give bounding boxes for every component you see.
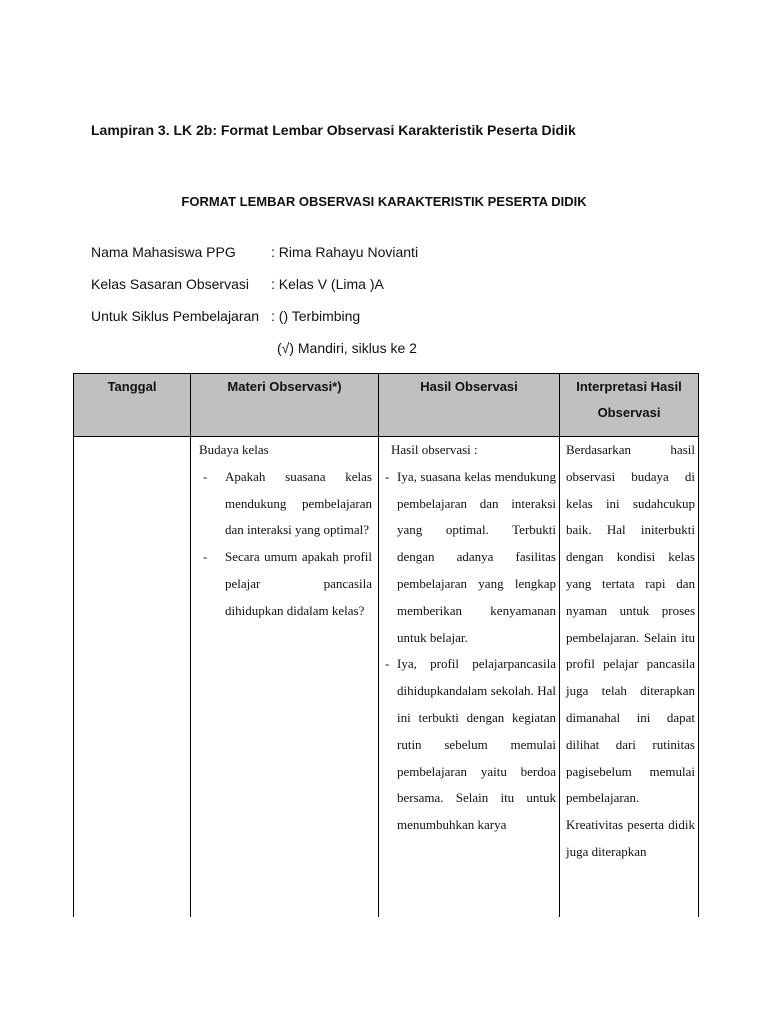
materi-heading: Budaya kelas (199, 442, 269, 457)
materi-list (197, 464, 372, 625)
info-row-nama (91, 244, 418, 260)
header-interpretasi: Interpretasi Hasil Observasi (560, 374, 699, 437)
info-siklus-mandiri: (√) Mandiri, siklus ke 2 (277, 340, 417, 356)
info-value: : Rima Rahayu Novianti (271, 244, 419, 260)
list-item: - Iya, suasana kelas mendukung pembelajaran dan interaksi yang optimal. Terbukti dengan adanya fasilitas pembelajaran yang lengkap memberikan kenyamanan untuk belajar. (385, 464, 556, 652)
interpretasi-text: Berdasarkan hasil observasi budaya di kelas ini sudahcukup baik. Hal initerbukti dengan kondisi kelas yang tertata rapi dan nyaman untuk proses pembelajaran. Selain itu profil pelajar pancasila juga telah diterapkan dimanahal ini dapat dilihat dari rutinitas pagisebelum memulai pembelajaran. Kreativitas peserta didik juga diterapkan (566, 442, 695, 859)
document-title: FORMAT LEMBAR OBSERVASI KARAKTERISTIK PESERTA DIDIK (181, 194, 587, 209)
cell-materi (191, 437, 379, 918)
hasil-heading: Hasil observasi : (391, 442, 478, 457)
info-value: : () Terbimbing (271, 308, 361, 324)
header-tanggal: Tanggal (74, 374, 191, 437)
cell-hasil (379, 437, 560, 918)
observation-table (73, 373, 699, 917)
list-item: - Iya, profil pelajarpancasila dihidupkandalam sekolah. Hal ini terbukti dengan kegiatan rutin sebelum memulai pembelajaran yaitu berdoa bersama. Selain itu untuk menumbuhkan karya (385, 651, 556, 839)
info-label: Kelas Sasaran Observasi (91, 276, 249, 292)
info-label: Untuk Siklus Pembelajaran (91, 308, 260, 324)
info-label: Nama Mahasiswa PPG (91, 244, 236, 260)
header-hasil: Hasil Observasi (379, 374, 560, 437)
appendix-title: Lampiran 3. LK 2b: Format Lembar Observasi Karakteristik Peserta Didik (91, 122, 576, 138)
cell-tanggal (74, 437, 191, 918)
info-row-siklus (91, 308, 360, 324)
info-row-kelas (91, 276, 384, 292)
info-value: : Kelas V (Lima )A (271, 276, 384, 292)
table-header-row (74, 374, 699, 437)
header-materi: Materi Observasi*) (191, 374, 379, 437)
list-item: - Apakah suasana kelas mendukung pembelajaran dan interaksi yang optimal? (197, 464, 372, 544)
cell-interpretasi (560, 437, 699, 918)
list-item: - Secara umum apakah profil pelajar pancasila dihidupkan didalam kelas? (197, 544, 372, 624)
table-row (74, 437, 699, 918)
hasil-list (385, 464, 556, 839)
